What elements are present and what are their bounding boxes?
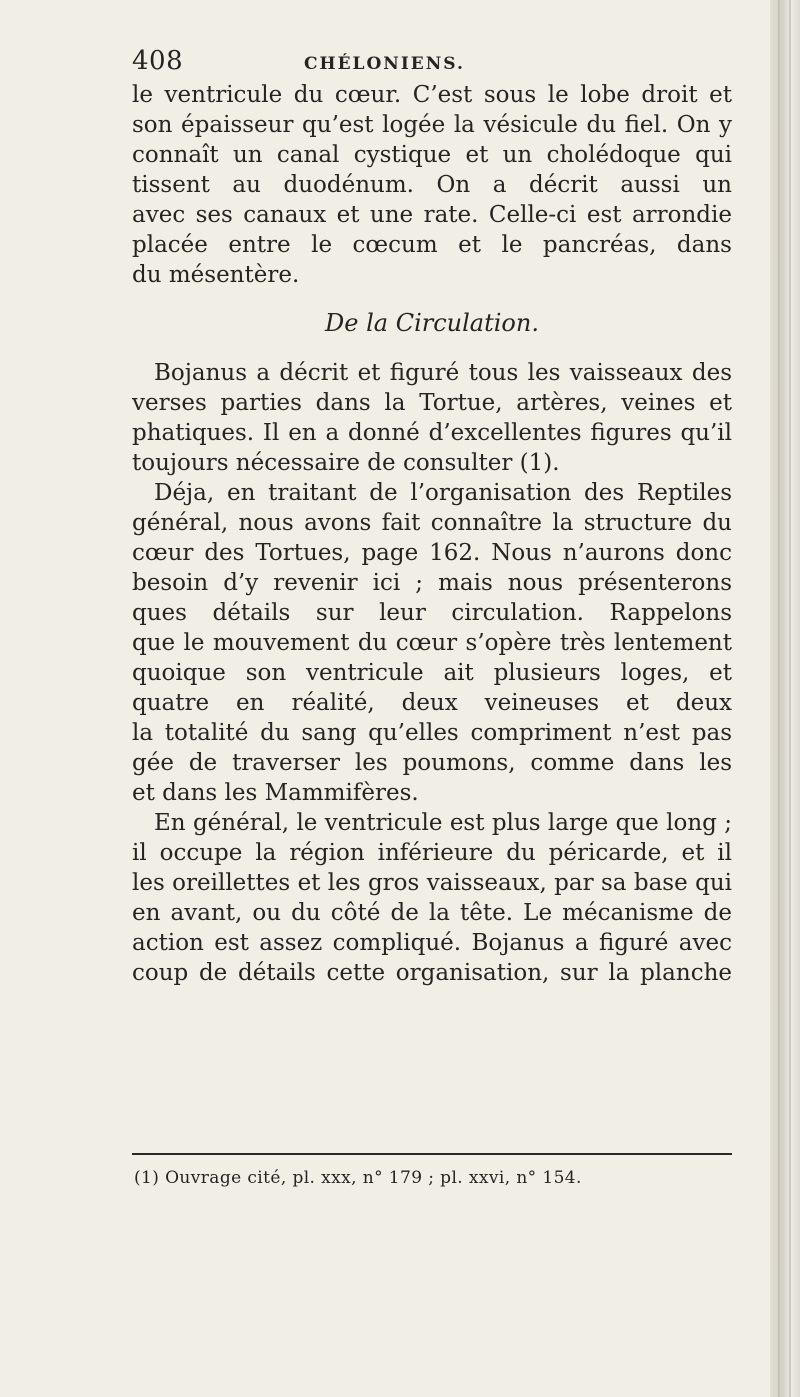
text-line: tissent au duodénum. On a décrit aussi un (132, 172, 732, 198)
text-line: général, nous avons fait connaître la structure du (132, 510, 732, 536)
footnote: (1) Ouvrage cité, pl. xxx, n° 179 ; pl. xxvi, n° 154. (134, 1168, 582, 1188)
text-line: du mésentère. (132, 262, 300, 288)
running-title: CHÉLONIENS. (304, 54, 465, 74)
page-header (132, 46, 732, 82)
text-line: connaît un canal cystique et un cholédoque qui (132, 142, 732, 168)
footnote-divider (132, 1153, 732, 1155)
page-edge-line (789, 0, 791, 1397)
text-line: gée de traverser les poumons, comme dans les (132, 750, 732, 776)
text-line: action est assez compliqué. Bojanus a figuré avec (132, 930, 732, 956)
page-edge-line (778, 0, 780, 1397)
text-line: En général, le ventricule est plus large que long ; (154, 810, 732, 836)
text-line: quatre en réalité, deux veineuses et deux (132, 690, 732, 716)
text-line: quoique son ventricule ait plusieurs loges, et (132, 660, 732, 686)
text-line: son épaisseur qu’est logée la vésicule du fiel. On y (132, 112, 732, 138)
text-line: coup de détails cette organisation, sur la planche (132, 960, 732, 986)
text-line: la totalité du sang qu’elles compriment n’est pas (132, 720, 732, 746)
text-line: en avant, ou du côté de la tête. Le mécanisme de (132, 900, 732, 926)
text-line: avec ses canaux et une rate. Celle-ci est arrondie (132, 202, 732, 228)
text-line: toujours nécessaire de consulter (1). (132, 450, 560, 476)
text-line: phatiques. Il en a donné d’excellentes figures qu’il (132, 420, 732, 446)
text-line: que le mouvement du cœur s’opère très lentement (132, 630, 732, 656)
text-line: besoin d’y revenir ici ; mais nous présenterons (132, 570, 732, 596)
text-line: il occupe la région inférieure du péricarde, et il (132, 840, 732, 866)
page-edge (770, 0, 800, 1397)
text-line: placée entre le cœcum et le pancréas, dans (132, 232, 732, 258)
text-line: ques détails sur leur circulation. Rappelons (132, 600, 732, 626)
page-number: 408 (132, 46, 184, 76)
text-line: verses parties dans la Tortue, artères, veines et (132, 390, 732, 416)
text-line: et dans les Mammifères. (132, 780, 419, 806)
section-title: De la Circulation. (325, 309, 539, 337)
text-line: cœur des Tortues, page 162. Nous n’aurons donc (132, 540, 732, 566)
text-line: le ventricule du cœur. C’est sous le lobe droit et (132, 82, 732, 108)
text-line: les oreillettes et les gros vaisseaux, par sa base qui (132, 870, 732, 896)
text-line: Déja, en traitant de l’organisation des Reptiles (154, 480, 732, 506)
text-line: Bojanus a décrit et figuré tous les vaisseaux des (154, 360, 732, 386)
body-text (132, 80, 732, 988)
